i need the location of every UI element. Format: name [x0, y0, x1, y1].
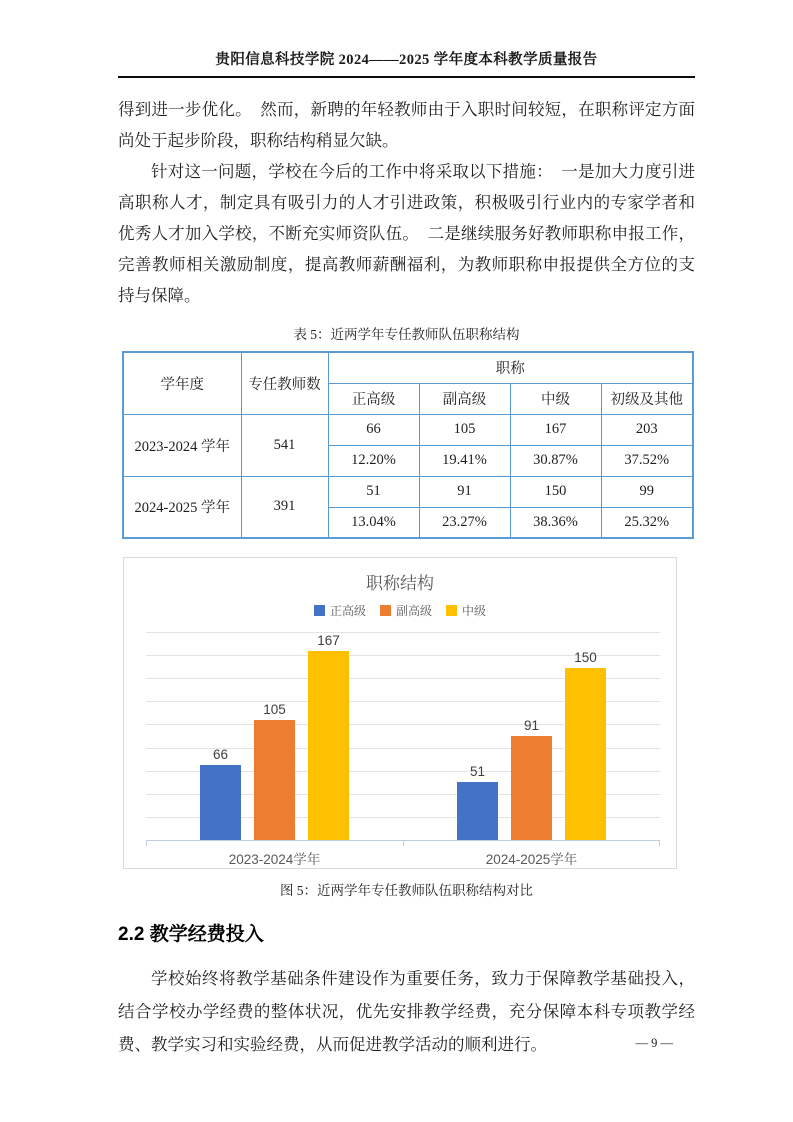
legend-item	[446, 602, 486, 619]
legend-label: 副高级	[395, 604, 432, 618]
legend-swatch	[380, 605, 391, 616]
cell-percent: 38.36%	[510, 507, 601, 538]
legend-item	[314, 602, 366, 619]
cell-percent: 12.20%	[328, 445, 419, 476]
teacher-title-table	[122, 351, 694, 539]
chart-title: 职称结构	[366, 574, 434, 593]
col-header-senior: 正高级	[328, 383, 419, 414]
chart-bar	[200, 633, 241, 841]
figure-caption: 图 5：近两学年专任教师队伍职称结构对比	[279, 883, 534, 898]
bar-value-label: 105	[263, 701, 286, 717]
cell-total: 391	[241, 476, 328, 538]
chart-plot-area	[146, 633, 660, 841]
legend-label: 正高级	[329, 604, 366, 618]
chart-group	[403, 633, 660, 841]
cell-percent: 30.87%	[510, 445, 601, 476]
cell-count: 150	[510, 476, 601, 507]
col-header-junior: 初级及其他	[601, 383, 693, 414]
paragraph: 学校始终将教学基础条件建设作为重要任务，致力于保障教学基础投入，结合学校办学经费的整体状况，优先安排教学经费，充分保障本科专项教学经费、教学实习和实验经费，从而促进教学活动的顺利进行。	[118, 969, 695, 1054]
chart-bar	[308, 633, 349, 841]
x-axis-label: 2023-2024学年	[228, 852, 321, 867]
table-caption: 表 5：近两学年专任教师队伍职称结构	[293, 327, 520, 342]
cell-count: 203	[601, 414, 693, 445]
col-header-title-group: 职称	[328, 352, 693, 383]
bar-value-label: 150	[574, 649, 597, 665]
cell-percent: 19.41%	[419, 445, 510, 476]
paragraph: 得到进一步优化。 然而，新聘的年轻教师由于入职时间较短，在职称评定方面尚处于起步阶段，职称结构稍显欠缺。	[118, 100, 695, 150]
bar-value-label: 51	[469, 764, 486, 780]
axis-tick	[146, 841, 147, 846]
document-title: 贵阳信息科技学院 2024——2025 学年度本科教学质量报告	[215, 52, 598, 68]
legend-swatch	[446, 605, 457, 616]
bar-value-label: 91	[523, 717, 540, 733]
x-axis-label: 2024-2025学年	[485, 852, 578, 867]
table-row	[123, 476, 693, 507]
bar-value-label: 66	[212, 746, 229, 762]
bar-value-label: 167	[317, 633, 340, 648]
col-header-associate: 副高级	[419, 383, 510, 414]
cell-percent: 23.27%	[419, 507, 510, 538]
cell-count: 105	[419, 414, 510, 445]
table-row	[123, 414, 693, 445]
cell-percent: 25.32%	[601, 507, 693, 538]
col-header-total: 专任教师数	[241, 352, 328, 414]
chart-bar	[457, 633, 498, 841]
cell-count: 51	[328, 476, 419, 507]
cell-percent: 37.52%	[601, 445, 693, 476]
table-header-row	[123, 352, 693, 383]
bar-chart	[123, 557, 677, 869]
legend-label: 中级	[462, 604, 487, 618]
section-heading: 2.2 教学经费投入	[118, 924, 264, 945]
cell-count: 66	[328, 414, 419, 445]
chart-bar	[565, 633, 606, 841]
chart-bar	[254, 633, 295, 841]
cell-count: 99	[601, 476, 693, 507]
chart-x-labels	[146, 848, 660, 868]
cell-year: 2023-2024 学年	[123, 414, 241, 476]
legend-swatch	[314, 605, 325, 616]
cell-year: 2024-2025 学年	[123, 476, 241, 538]
cell-count: 167	[510, 414, 601, 445]
chart-bar	[511, 633, 552, 841]
legend-item	[380, 602, 432, 619]
col-header-intermediate: 中级	[510, 383, 601, 414]
cell-count: 91	[419, 476, 510, 507]
cell-percent: 13.04%	[328, 507, 419, 538]
axis-tick	[403, 841, 404, 846]
paragraph: 针对这一问题，学校在今后的工作中将采取以下措施： 一是加大力度引进高职称人才，制定具有吸引力的人才引进政策，积极吸引行业内的专家学者和优秀人才加入学校，不断充实师资队伍。 二是继续服务好教师职称申报工作，完善教师相关激励制度，提高教师薪酬福利，为教师职称申报提供全方位的支持与保障。	[118, 162, 695, 305]
page-number: — 9 —	[635, 1036, 673, 1050]
running-header	[118, 48, 695, 78]
chart-group	[146, 633, 403, 841]
cell-total: 541	[241, 414, 328, 476]
col-header-year: 学年度	[123, 352, 241, 414]
chart-legend	[124, 602, 676, 619]
axis-tick	[659, 841, 660, 846]
